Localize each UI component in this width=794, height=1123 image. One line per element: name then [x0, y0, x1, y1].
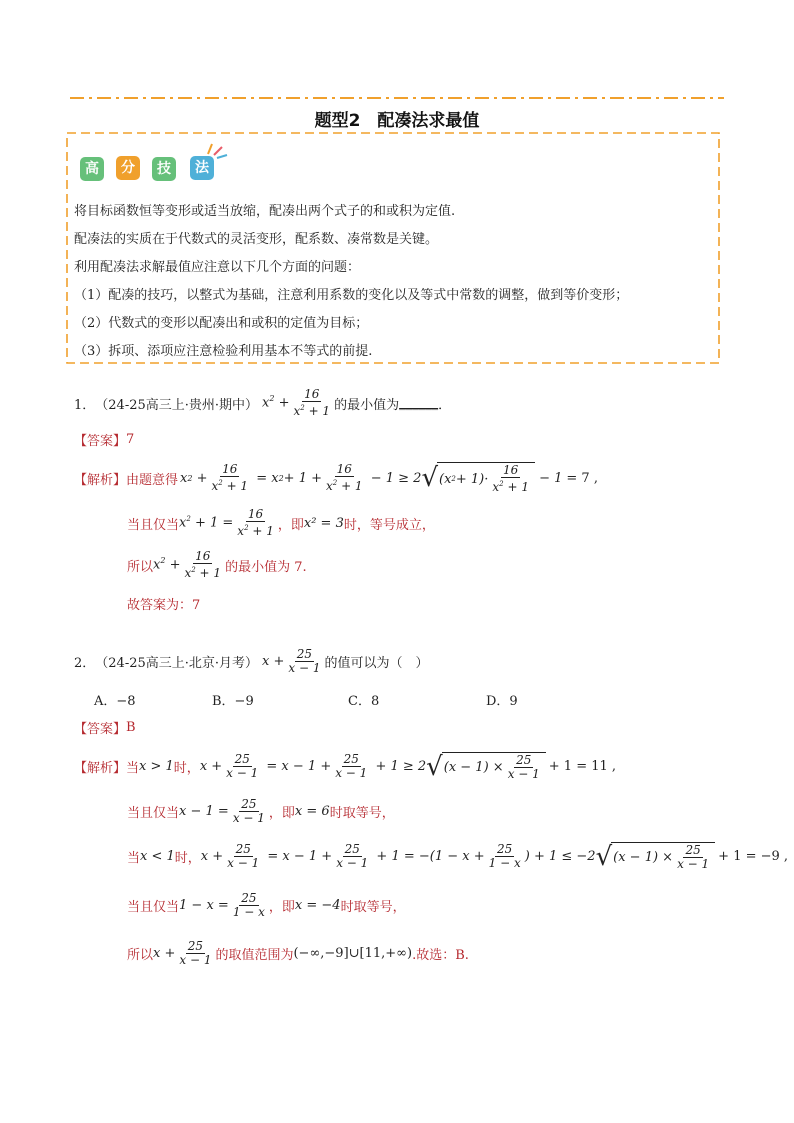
tip-line-2: 配凑法的实质在于代数式的灵活变形，配系数、凑常数是关键。 [74, 232, 439, 247]
badge-tile-4: 法 [190, 156, 214, 180]
q2-stem [74, 648, 429, 675]
q1-suffix: 的最小值为 [334, 397, 400, 413]
q2-l4-expr: 1 − x = $\frac{25}{1 - x}$ [179, 891, 265, 919]
q2-analysis-line-5 [127, 940, 469, 967]
q1-a-result: = 7 , [566, 470, 598, 486]
q2-l4-mid: ，即 [268, 900, 295, 915]
q1-l2-mid: ，即 [277, 517, 304, 533]
q2-l1-cond: x > 1 [139, 759, 174, 774]
q2-option-a[interactable]: A．−8 [94, 694, 136, 709]
q2-l1-result: + 1 = 11 , [548, 759, 617, 774]
tip-line-4: （1）配凑的技巧，以整式为基础，注意利用系数的变化以及等式中常数的调整，做到等价变形； [74, 288, 629, 303]
q2-l3-lead: 当 [127, 851, 141, 866]
q2-l3-when: 时， [174, 851, 201, 866]
q2-l3-derivation: x + $\frac{25}{x - 1}$ = x − 1 + $\frac{25}{x - 1}$ + 1 = −(1 − x + $\frac{25}{1 - x}$ ) + 1 ≤ −2 √ (x − 1) × $\frac{25}{x - 1}$ [201, 842, 715, 871]
q2-option-c[interactable]: C．8 [348, 694, 380, 709]
q2-l2-mid: ，即 [268, 806, 295, 821]
q1-analysis-label: 【解析】 [74, 472, 127, 488]
q2-l2-lead: 当且仅当 [127, 806, 180, 821]
tip-line-5: （2）代数式的变形以配凑出和或积的定值为目标； [74, 316, 369, 331]
q1-analysis-line-2 [127, 508, 435, 538]
q1-analysis-line-1 [74, 462, 598, 494]
q2-l1-lead: 当 [126, 761, 140, 776]
q1-blank: ______ [399, 395, 439, 411]
q1-answer-value: 7 [126, 432, 135, 447]
q2-analysis-line-1 [74, 752, 616, 781]
q2-l2-expr: x − 1 = $\frac{25}{x - 1}$ [179, 797, 265, 825]
q1-answer [74, 430, 134, 449]
q1-source: （24-25高三上·贵州·期中） [95, 397, 259, 413]
q2-number: 2． [74, 656, 96, 671]
q1-stem [74, 388, 451, 418]
q2-option-b[interactable]: B．−9 [212, 694, 254, 709]
tip-line-6: （3）拆项、添项应注意检验利用基本不等式的前提. [74, 344, 373, 359]
q1-number: 1． [74, 397, 96, 413]
q2-answer-value: B [126, 720, 136, 735]
q1-answer-label: 【答案】 [74, 434, 127, 449]
q1-l3-end: 的最小值为 7. [225, 559, 307, 575]
q2-l3-cond: x < 1 [140, 849, 175, 864]
badge-tile-2: 分 [116, 156, 140, 180]
q2-l5-expr: x + $\frac{25}{x - 1}$ [153, 939, 212, 967]
q2-suffix: 的值可以为（ ） [324, 656, 429, 671]
q2-answer [74, 718, 136, 737]
q2-analysis-line-3 [127, 842, 788, 871]
q2-l1-when: 时， [173, 761, 200, 776]
tip-line-1: 将目标函数恒等变形或适当放缩，配凑出两个式子的和或积为定值. [74, 204, 456, 219]
q2-l3-result: + 1 = −9 , [718, 849, 789, 864]
tip-line-3: 利用配凑法求解最值应注意以下几个方面的问题： [74, 260, 361, 275]
q2-option-d[interactable]: D．9 [486, 694, 518, 709]
q2-analysis-line-2 [127, 798, 395, 825]
q2-analysis-line-4 [127, 892, 406, 919]
q2-l2-end: 时取等号， [329, 806, 395, 821]
q1-l2-expr: $x^2 + 1$ = $\frac{16}{x^2 + 1}$ [179, 507, 274, 538]
q2-l4-lead: 当且仅当 [127, 900, 180, 915]
q1-l2-end: 时，等号成立， [343, 517, 435, 533]
q1-end: ． [438, 397, 452, 413]
q2-l1-derivation: x + $\frac{25}{x - 1}$ = x − 1 + $\frac{25}{x - 1}$ + 1 ≥ 2 √ (x − 1) × $\frac{25}{x - 1}$ [200, 752, 546, 781]
q1-l3-expr: $x^2$ + $\frac{16}{x^2 + 1}$ [153, 549, 222, 580]
q2-l5-range: (−∞,−9]∪[11,+∞) [293, 946, 413, 961]
badge-tile-1: 高 [80, 157, 104, 181]
q1-expression: $x^2$ + $\frac{16}{x^2 + 1}$ [262, 387, 331, 418]
q2-answer-label: 【答案】 [74, 722, 127, 737]
q1-a-lead: 由题意得 [126, 472, 179, 488]
q2-l5-lead: 所以 [127, 948, 154, 963]
badge-tile-3: 技 [152, 157, 176, 181]
sparkle-icon [200, 140, 230, 160]
q2-l4-end: 时取等号， [340, 900, 406, 915]
q2-l2-cond: x = 6 [294, 804, 330, 819]
q2-source: （24-25高三上·北京·月考） [95, 656, 259, 671]
q1-l3-lead: 所以 [127, 559, 154, 575]
q1-derivation: x 2 + $\frac{16}{x^2 + 1}$ = x 2 + 1 + $\frac{16}{x^2 + 1}$ − 1 ≥ 2 √ (x 2 + 1)· $\frac{16}{x^2 + 1}$ − 1 [180, 462, 563, 494]
q2-l5-end: .故选：B. [412, 948, 469, 963]
q1-l2-lead: 当且仅当 [127, 517, 180, 533]
q1-analysis-line-4: 故答案为：7 [127, 598, 201, 613]
q2-expression: x + $\frac{25}{x - 1}$ [262, 647, 321, 675]
q2-l5-mid: 的取值范围为 [215, 948, 294, 963]
q1-analysis-line-3 [127, 550, 307, 580]
q2-analysis-label: 【解析】 [74, 761, 127, 776]
page-title: 题型2 配凑法求最值 [314, 111, 480, 131]
q1-l2-cond: x² = 3 [303, 515, 344, 531]
q2-l4-cond: x = −4 [294, 898, 341, 913]
